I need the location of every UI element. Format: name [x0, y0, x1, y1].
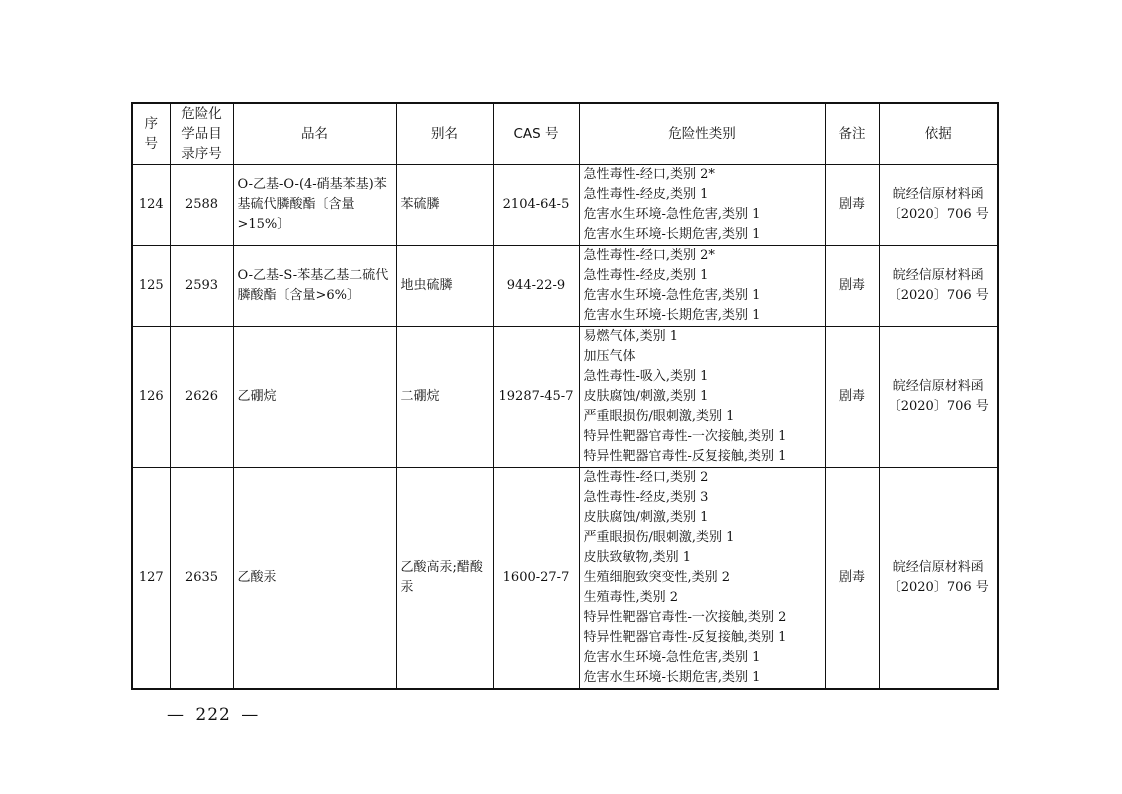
page-number-dash-right: —	[241, 705, 260, 725]
cell-name: O-乙基-O-(4-硝基苯基)苯基硫代膦酸酯〔含量>15%〕	[233, 165, 396, 246]
cell-remark: 剧毒	[825, 327, 879, 468]
hazard-category-item: 生殖细胞致突变性,类别 2	[583, 570, 731, 585]
hazard-category-item: 加压气体	[583, 349, 636, 364]
cell-seq: 127	[132, 468, 170, 690]
cell-remark: 剧毒	[825, 246, 879, 327]
header-catalog-line: 学品目	[181, 126, 222, 142]
cell-name: 乙硼烷	[233, 327, 396, 468]
cell-basis	[879, 246, 998, 327]
cell-remark: 剧毒	[825, 468, 879, 690]
hazard-category-item: 危害水生环境-急性危害,类别 1	[583, 207, 761, 222]
table-row	[132, 246, 998, 327]
hazard-category-item: 危害水生环境-急性危害,类别 1	[583, 650, 761, 665]
header-remark: 备注	[825, 103, 879, 165]
hazard-category-item: 特异性靶器官毒性-反复接触,类别 1	[583, 449, 787, 464]
cell-alias: 乙酸高汞;醋酸汞	[396, 468, 493, 690]
hazard-category-item: 危害水生环境-长期危害,类别 1	[583, 670, 761, 685]
header-cas: CAS 号	[493, 103, 579, 165]
cell-name: 乙酸汞	[233, 468, 396, 690]
hazard-category-item: 严重眼损伤/眼刺激,类别 1	[583, 409, 735, 424]
cell-seq: 126	[132, 327, 170, 468]
page-number-value: 222	[195, 705, 231, 725]
header-basis: 依据	[879, 103, 998, 165]
hazard-category-item: 特异性靶器官毒性-反复接触,类别 1	[583, 630, 787, 645]
header-seq-line: 序	[144, 116, 158, 132]
table-header-row	[132, 103, 998, 165]
cell-catalog-number: 2593	[170, 246, 233, 327]
cell-cas: 19287-45-7	[493, 327, 579, 468]
table-row	[132, 468, 998, 690]
cell-hazard-category	[579, 327, 825, 468]
page-number-dash-left: —	[167, 705, 185, 725]
hazard-category-item: 危害水生环境-长期危害,类别 1	[583, 227, 761, 242]
basis-line: 皖经信原材料函	[892, 187, 984, 202]
header-seq	[132, 103, 170, 165]
hazard-category-item: 危害水生环境-长期危害,类别 1	[583, 308, 761, 323]
header-catalog-number	[170, 103, 233, 165]
hazard-category-item: 危害水生环境-急性危害,类别 1	[583, 288, 761, 303]
cell-cas: 2104-64-5	[493, 165, 579, 246]
cell-name: O-乙基-S-苯基乙基二硫代膦酸酯〔含量>6%〕	[233, 246, 396, 327]
basis-line: 〔2020〕706 号	[887, 288, 989, 303]
hazard-category-item: 特异性靶器官毒性-一次接触,类别 1	[583, 429, 787, 444]
hazard-category-item: 急性毒性-经皮,类别 1	[583, 268, 709, 283]
hazard-category-item: 严重眼损伤/眼刺激,类别 1	[583, 530, 735, 545]
hazardous-chemicals-table	[131, 102, 999, 690]
hazard-category-item: 皮肤致敏物,类别 1	[583, 550, 692, 565]
cell-catalog-number: 2626	[170, 327, 233, 468]
cell-cas: 944-22-9	[493, 246, 579, 327]
hazard-category-item: 皮肤腐蚀/刺激,类别 1	[583, 510, 709, 525]
basis-line: 皖经信原材料函	[892, 560, 984, 575]
page-number	[163, 703, 263, 727]
header-name: 品名	[233, 103, 396, 165]
hazard-category-item: 易燃气体,类别 1	[583, 329, 679, 344]
hazard-category-item: 急性毒性-经口,类别 2*	[583, 167, 715, 182]
hazard-category-item: 急性毒性-经皮,类别 1	[583, 187, 709, 202]
cell-alias: 地虫硫膦	[396, 246, 493, 327]
hazard-category-item: 生殖毒性,类别 2	[583, 590, 679, 605]
cell-alias: 苯硫膦	[396, 165, 493, 246]
hazard-category-item: 急性毒性-吸入,类别 1	[583, 369, 709, 384]
hazard-category-item: 急性毒性-经口,类别 2	[583, 470, 709, 485]
cell-basis	[879, 327, 998, 468]
cell-catalog-number: 2588	[170, 165, 233, 246]
header-alias: 别名	[396, 103, 493, 165]
cell-hazard-category	[579, 468, 825, 690]
cell-hazard-category	[579, 246, 825, 327]
header-hazard-category: 危险性类别	[579, 103, 825, 165]
cell-seq: 125	[132, 246, 170, 327]
cell-basis	[879, 165, 998, 246]
basis-line: 〔2020〕706 号	[887, 207, 989, 222]
basis-line: 〔2020〕706 号	[887, 399, 989, 414]
cell-seq: 124	[132, 165, 170, 246]
hazard-category-item: 皮肤腐蚀/刺激,类别 1	[583, 389, 709, 404]
basis-line: 〔2020〕706 号	[887, 580, 989, 595]
basis-line: 皖经信原材料函	[892, 379, 984, 394]
cell-alias: 二硼烷	[396, 327, 493, 468]
cell-cas: 1600-27-7	[493, 468, 579, 690]
table-row	[132, 165, 998, 246]
cell-basis	[879, 468, 998, 690]
hazard-category-item: 特异性靶器官毒性-一次接触,类别 2	[583, 610, 787, 625]
cell-catalog-number: 2635	[170, 468, 233, 690]
hazard-category-item: 急性毒性-经口,类别 2*	[583, 248, 715, 263]
cell-remark: 剧毒	[825, 165, 879, 246]
header-catalog-line: 危险化	[181, 106, 222, 122]
header-seq-line: 号	[144, 136, 158, 152]
basis-line: 皖经信原材料函	[892, 268, 984, 283]
table-row	[132, 327, 998, 468]
cell-hazard-category	[579, 165, 825, 246]
header-catalog-line: 录序号	[181, 146, 222, 162]
hazard-category-item: 急性毒性-经皮,类别 3	[583, 490, 709, 505]
